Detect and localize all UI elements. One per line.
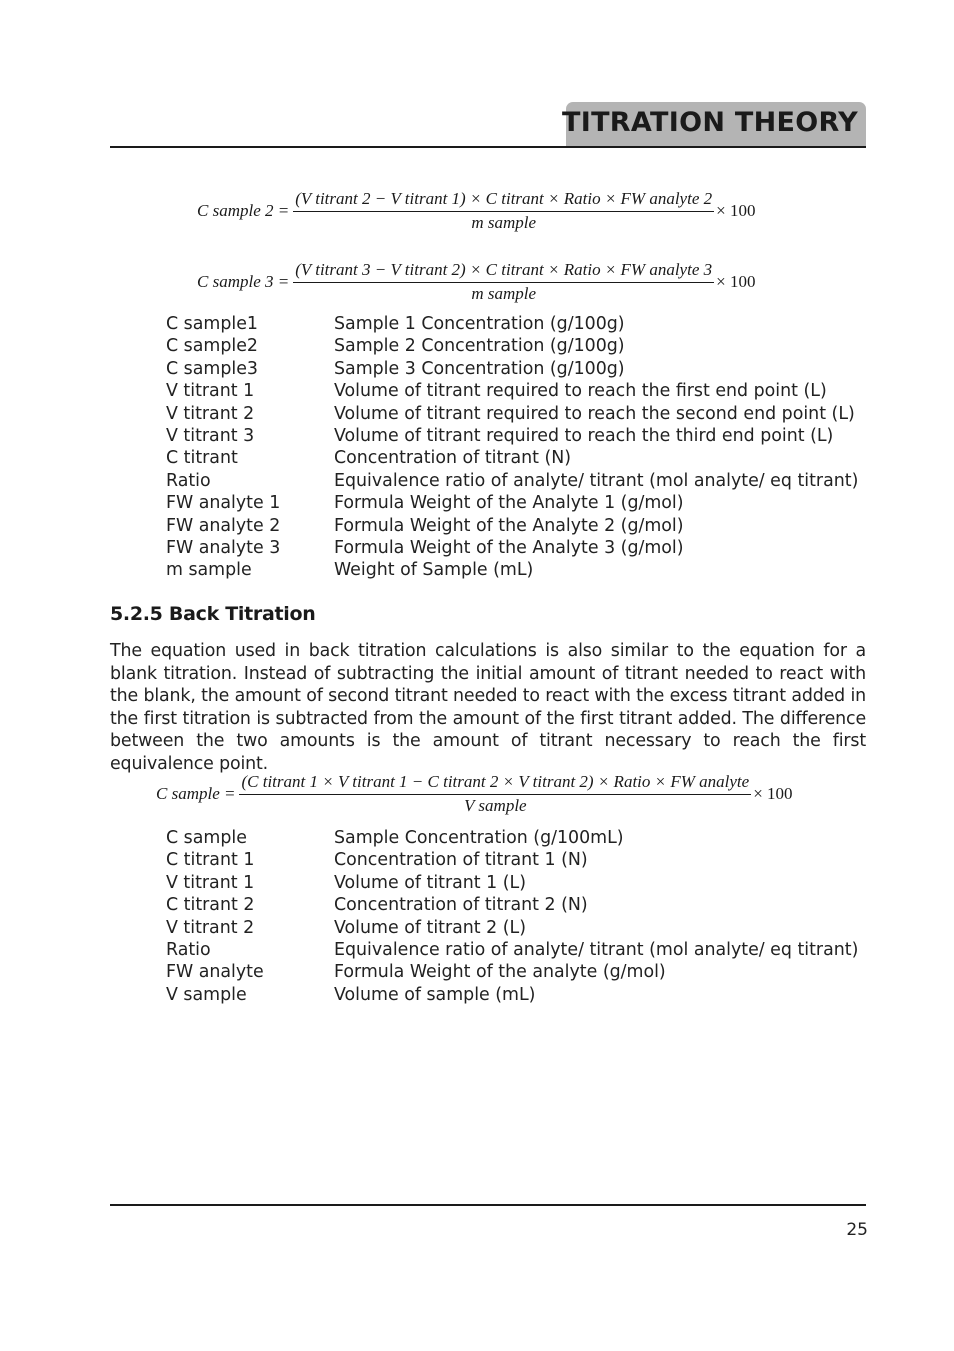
- definition-description: Formula Weight of the Analyte 1 (g/mol): [334, 493, 684, 514]
- definition-row: [166, 559, 858, 581]
- definition-description: Sample Concentration (g/100mL): [334, 828, 624, 848]
- equation-sample-3: [197, 260, 755, 304]
- definition-term: FW analyte 3: [166, 538, 281, 559]
- definition-row: [166, 492, 858, 514]
- definition-term: V titrant 1: [166, 872, 255, 893]
- equation-sample-2: [197, 189, 755, 233]
- definition-row: [166, 313, 858, 335]
- definition-description: Volume of titrant 2 (L): [334, 917, 526, 938]
- definition-row: [166, 894, 858, 916]
- footer-rule: [110, 1204, 866, 1206]
- equation-multiplier: × 100: [753, 784, 793, 803]
- definition-row: [166, 403, 858, 425]
- definition-term: Ratio: [166, 940, 211, 961]
- definition-description: Volume of sample (mL): [334, 984, 536, 1005]
- definition-description: Volume of titrant required to reach the second end point (L): [334, 403, 855, 424]
- equation-denominator: m sample: [471, 284, 537, 303]
- equation-fraction: [239, 772, 751, 816]
- equation-fraction: [293, 189, 714, 233]
- definition-row: [166, 917, 858, 939]
- definition-row: [166, 358, 858, 380]
- definition-description: Formula Weight of the Analyte 2 (g/mol): [334, 515, 684, 536]
- definition-term: C sample3: [166, 358, 258, 379]
- equation-lhs: C sample =: [156, 784, 236, 803]
- definition-description: Sample 1 Concentration (g/100g): [334, 314, 625, 334]
- definition-description: Equivalence ratio of analyte/ titrant (mol analyte/ eq titrant): [334, 470, 859, 491]
- definition-description: Concentration of titrant (N): [334, 448, 572, 469]
- definition-description: Volume of titrant 1 (L): [334, 872, 526, 893]
- definition-term: C titrant: [166, 448, 238, 469]
- equation-multiplier: × 100: [716, 272, 756, 291]
- definition-row: [166, 872, 858, 894]
- definition-row: [166, 380, 858, 402]
- definition-term: C titrant 2: [166, 895, 255, 916]
- definition-term: FW analyte 2: [166, 515, 281, 536]
- definition-description: Concentration of titrant 1 (N): [334, 850, 588, 871]
- equation-lhs: C sample 2 =: [197, 201, 290, 220]
- definition-term: C sample2: [166, 336, 258, 357]
- equation-denominator: m sample: [471, 213, 537, 232]
- definition-row: [166, 335, 858, 357]
- equation-numerator: (C titrant 1 × V titrant 1 − C titrant 2 × V titrant 2) × Ratio × FW analyte: [239, 772, 751, 795]
- definition-row: [166, 849, 858, 871]
- definition-term: V titrant 2: [166, 403, 255, 424]
- definition-row: [166, 515, 858, 537]
- definition-row: [166, 447, 858, 469]
- definition-term: FW analyte 1: [166, 493, 281, 514]
- section-heading: 5.2.5 Back Titration: [110, 603, 316, 625]
- definition-row: [166, 470, 858, 492]
- equation-numerator: (V titrant 2 − V titrant 1) × C titrant × Ratio × FW analyte 2: [293, 189, 714, 212]
- definition-description: Weight of Sample (mL): [334, 560, 534, 581]
- definition-description: Sample 3 Concentration (g/100g): [334, 358, 625, 379]
- page-number: 25: [846, 1220, 868, 1240]
- definition-term: V titrant 2: [166, 917, 255, 938]
- definition-list-multi-sample: [166, 313, 858, 582]
- equation-fraction: [293, 260, 714, 304]
- definition-description: Formula Weight of the analyte (g/mol): [334, 962, 666, 983]
- page-header-title: TITRATION THEORY: [562, 107, 858, 138]
- header-rule: [110, 146, 866, 148]
- definition-term: C sample: [166, 828, 247, 848]
- definition-term: V titrant 3: [166, 426, 255, 447]
- equation-denominator: V sample: [464, 796, 527, 815]
- equation-numerator: (V titrant 3 − V titrant 2) × C titrant × Ratio × FW analyte 3: [293, 260, 714, 283]
- definition-row: [166, 827, 858, 849]
- definition-row: [166, 984, 858, 1006]
- body-paragraph: The equation used in back titration calculations is also similar to the equation for a blank titration. Instead of subtracting the initial amount of titrant needed to react with the blank, the amount of second titrant needed to react with the excess titrant added in the first titration is subtracted from the amount of the first titrant added. The difference between the two amounts is the amount of titrant necessary to reach the first equivalence point.: [110, 641, 866, 774]
- definition-row: [166, 537, 858, 559]
- definition-term: Ratio: [166, 470, 211, 491]
- definition-description: Sample 2 Concentration (g/100g): [334, 336, 625, 357]
- equation-lhs: C sample 3 =: [197, 272, 290, 291]
- definition-row: [166, 425, 858, 447]
- definition-description: Equivalence ratio of analyte/ titrant (mol analyte/ eq titrant): [334, 940, 859, 961]
- definition-row: [166, 939, 858, 961]
- definition-description: Concentration of titrant 2 (N): [334, 895, 588, 916]
- definition-list-back-titration: [166, 827, 858, 1006]
- definition-description: Volume of titrant required to reach the third end point (L): [334, 426, 834, 447]
- definition-row: [166, 961, 858, 983]
- definition-description: Formula Weight of the Analyte 3 (g/mol): [334, 538, 684, 559]
- equation-multiplier: × 100: [716, 201, 756, 220]
- definition-description: Volume of titrant required to reach the first end point (L): [334, 381, 827, 402]
- definition-term: C titrant 1: [166, 850, 255, 871]
- definition-term: V sample: [166, 984, 247, 1005]
- equation-back-titration: [156, 772, 793, 816]
- definition-term: m sample: [166, 560, 252, 581]
- definition-term: C sample1: [166, 314, 258, 334]
- definition-term: FW analyte: [166, 962, 264, 983]
- definition-term: V titrant 1: [166, 381, 255, 402]
